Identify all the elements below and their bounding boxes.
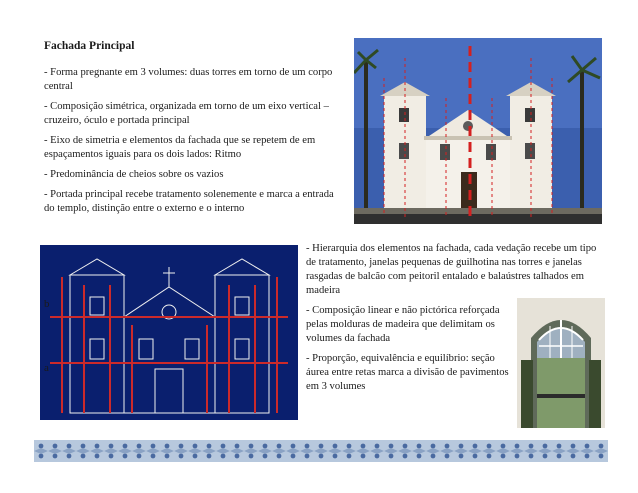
page-title: Fachada Principal bbox=[44, 40, 135, 52]
decorative-tile-band bbox=[34, 440, 608, 462]
bullet-symmetry: - Composição simétrica, organizada em torno de um eixo vertical – cruzeiro, óculo e portada principal bbox=[44, 101, 329, 126]
bullet-volumes: - Forma pregnante em 3 volumes: duas torres em torno de um corpo central bbox=[44, 67, 333, 92]
bullet-linear-composition: - Composição linear e não pictórica reforçada pelas molduras de madeira que delimitam os volumes da fachada bbox=[306, 305, 500, 344]
bullet-solids: - Predominância de cheios sobre os vazios bbox=[44, 169, 224, 180]
drawing-label-b: b bbox=[44, 298, 50, 310]
bullet-rhythm: - Eixo de simetria e elementos da fachada que se repetem de em espaçamentos iguais para os dois lados: Ritmo bbox=[44, 135, 316, 160]
window-photo bbox=[517, 298, 605, 428]
church-photo bbox=[354, 38, 602, 224]
bullet-hierarchy: - Hierarquia dos elementos na fachada, cada vedação recebe um tipo de tratamento, janelas pequenas de guilhotina nas torres e janelas rasgadas de balcão com peitoril entalado e balaústres talhados em madeira bbox=[306, 243, 597, 296]
drawing-label-a: a bbox=[44, 362, 49, 374]
bullet-proportion: - Proporção, equivalência e equilíbrio: seção áurea entre retas marca a divisão de pavimentos em 3 volumes bbox=[306, 353, 509, 392]
bullet-portal: - Portada principal recebe tratamento solenemente e marca a entrada do templo, distinção entre o externo e o interno bbox=[44, 189, 334, 214]
facade-elevation-drawing bbox=[40, 245, 298, 420]
top-bullet-list bbox=[44, 66, 344, 222]
